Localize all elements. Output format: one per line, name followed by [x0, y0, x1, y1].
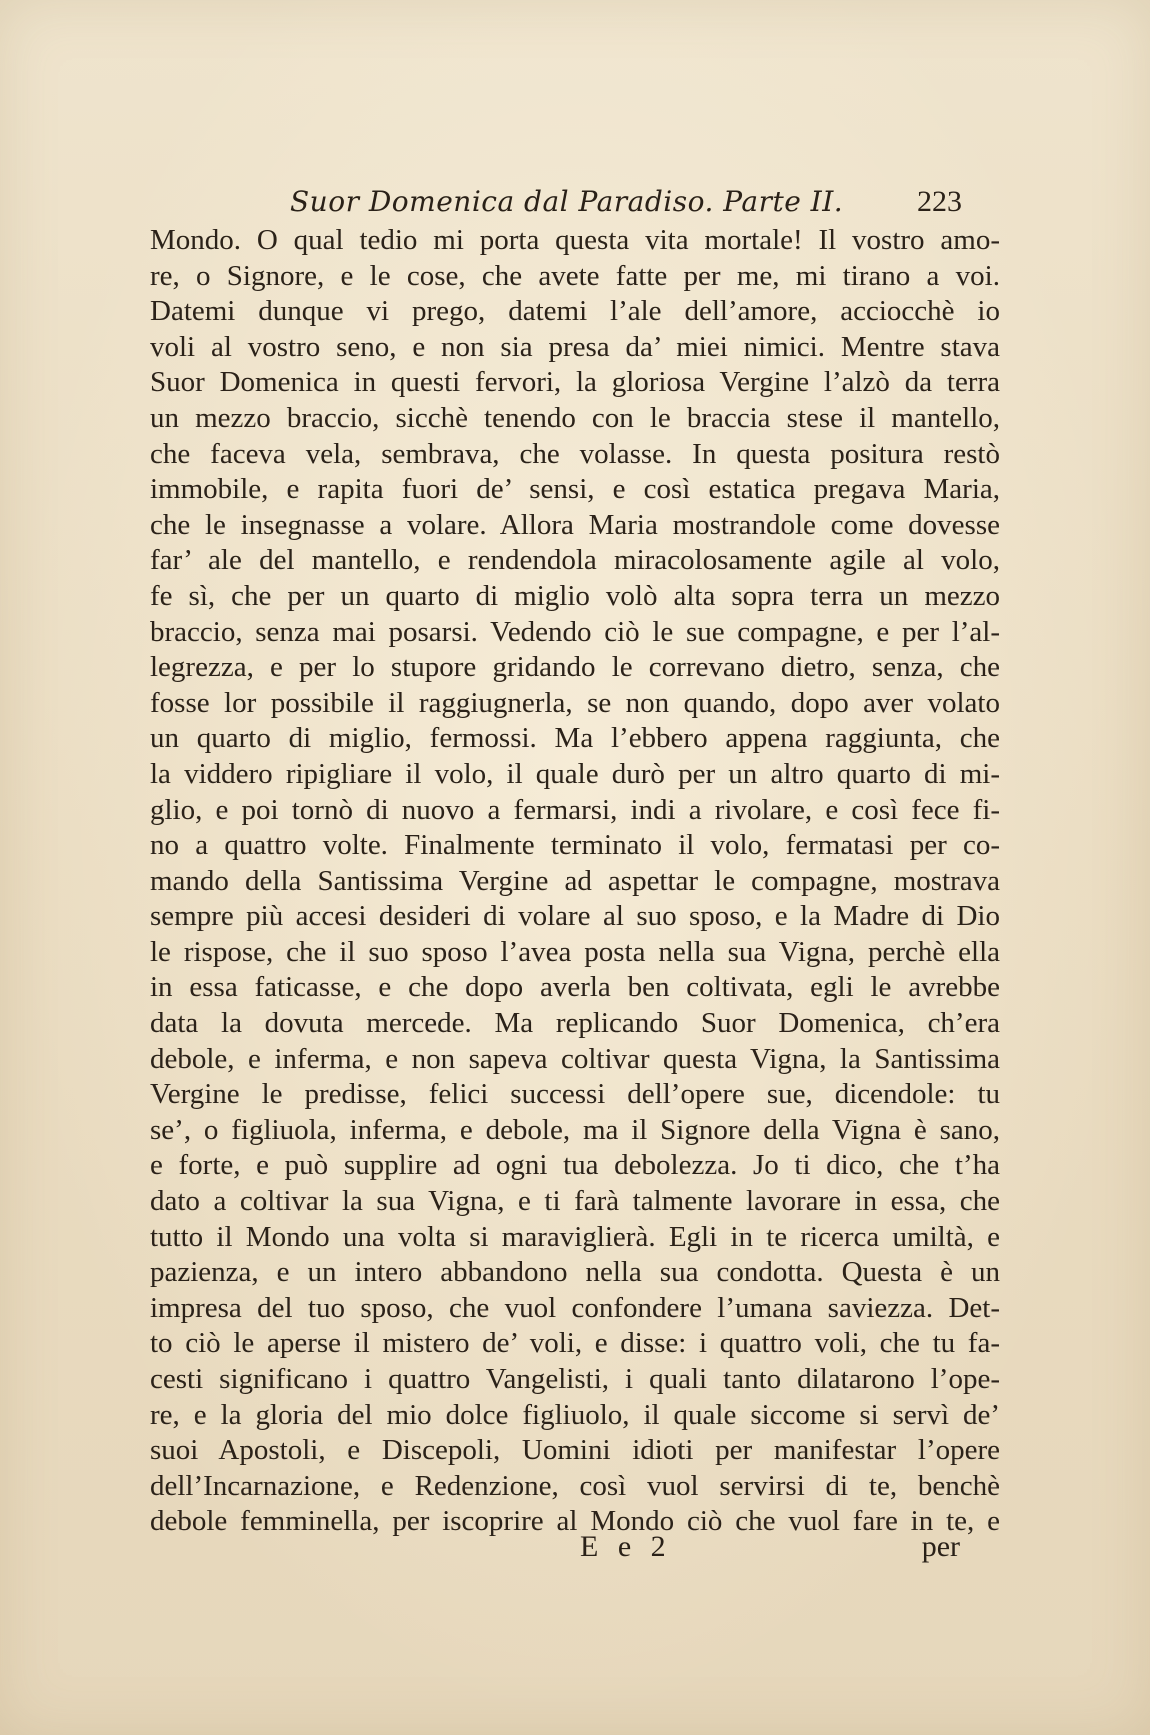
text-line: che faceva vela, sembrava, che volasse. In questa positura restò — [150, 437, 1000, 470]
text-line: to ciò le aperse il mistero de’ voli, e disse: i quattro voli, che tu fa- — [150, 1327, 1000, 1360]
text-line: in essa faticasse, e che dopo averla ben coltivata, egli le avrebbe — [150, 971, 1000, 1004]
running-title: Suor Domenica dal Paradiso. Parte II. — [290, 185, 844, 218]
text-line: glio, e poi tornò di nuovo a fermarsi, indi a rivolare, e così fece fi- — [150, 793, 1000, 826]
text-line: Mondo. O qual tedio mi porta questa vita mortale! Il vostro amo- — [150, 224, 1000, 256]
text-line: legrezza, e per lo stupore gridando le correvano dietro, senza, che — [150, 651, 1000, 684]
text-line: un mezzo braccio, sicchè tenendo con le braccia stese il mantello, — [150, 401, 1000, 434]
text-line: voli al vostro seno, e non sia presa da’ miei nimici. Mentre stava — [150, 330, 1000, 363]
text-line: tutto il Mondo una volta si maraviglierà. Egli in te ricerca umiltà, e — [150, 1220, 1000, 1253]
text-line: debole, e inferma, e non sapeva coltivar questa Vigna, la Santissima — [150, 1042, 1000, 1075]
text-line: un quarto di miglio, fermossi. Ma l’ebbero appena raggiunta, che — [150, 722, 1000, 755]
text-line: cesti significano i quattro Vangelisti, i quali tanto dilatarono l’ope- — [150, 1363, 1000, 1395]
text-line: braccio, senza mai posarsi. Vedendo ciò le sue compagne, e per l’al- — [150, 615, 1000, 648]
text-line: no a quattro volte. Finalmente terminato il volo, fermatasi per co- — [150, 829, 1000, 862]
text-line: sempre più accesi desideri di volare al suo sposo, e la Madre di Dio — [150, 900, 1000, 933]
text-line: re, o Signore, e le cose, che avete fatte per me, mi tirano a voi. — [150, 259, 1000, 292]
text-line: fosse lor possibile il raggiugnerla, se non quando, dopo aver volato — [150, 686, 1000, 719]
text-line: Suor Domenica in questi fervori, la gloriosa Vergine l’alzò da terra — [150, 366, 1000, 399]
text-line: che le insegnasse a volare. Allora Maria mostrandole come dovesse — [150, 508, 1000, 541]
text-line: fe sì, che per un quarto di miglio volò alta sopra terra un mezzo — [150, 579, 1000, 612]
running-head — [150, 185, 970, 225]
text-line: re, e la gloria del mio dolce figliuolo, il quale siccome si servì de’ — [150, 1398, 1000, 1431]
text-line: pazienza, e un intero abbandono nella sua condotta. Questa è un — [150, 1256, 1000, 1289]
catchword: per — [921, 1530, 960, 1563]
text-line: la viddero ripigliare il volo, il quale durò per un altro quarto di mi- — [150, 757, 1000, 790]
text-line: Datemi dunque vi prego, datemi l’ale dell’amore, acciocchè io — [150, 295, 1000, 328]
text-line: debole femminella, per iscoprire al Mondo ciò che vuol fare in te, e — [150, 1505, 1000, 1538]
text-line: far’ ale del mantello, e rendendola miracolosamente agile al volo, — [150, 544, 1000, 577]
text-line: dell’Incarnazione, e Redenzione, così vuol servirsi di te, benchè — [150, 1469, 1000, 1502]
text-line: le rispose, che il suo sposo l’avea posta nella sua Vigna, perchè ella — [150, 935, 1000, 968]
text-line: Vergine le predisse, felici successi dell’opere sue, dicendole: tu — [150, 1078, 1000, 1111]
text-line: suoi Apostoli, e Discepoli, Uomini idioti per manifestar l’opere — [150, 1434, 1000, 1467]
text-line: e forte, e può supplire ad ogni tua debolezza. Jo ti dico, che t’ha — [150, 1149, 1000, 1182]
text-line: data la dovuta mercede. Ma replicando Suor Domenica, ch’era — [150, 1007, 1000, 1040]
text-line: impresa del tuo sposo, che vuol confondere l’umana saviezza. Det- — [150, 1291, 1000, 1324]
page-footer — [150, 1530, 1000, 1574]
text-line: se’, o figliuola, inferma, e debole, ma il Signore della Vigna è sano, — [150, 1113, 1000, 1146]
body-text — [150, 223, 1000, 1540]
text-line: dato a coltivar la sua Vigna, e ti farà talmente lavorare in essa, che — [150, 1185, 1000, 1218]
text-line: mando della Santissima Vergine ad aspettar le compagne, mostrava — [150, 864, 1000, 897]
signature-mark: E e 2 — [580, 1530, 672, 1563]
page-number: 223 — [917, 185, 962, 218]
text-line: immobile, e rapita fuori de’ sensi, e così estatica pregava Maria, — [150, 473, 1000, 506]
